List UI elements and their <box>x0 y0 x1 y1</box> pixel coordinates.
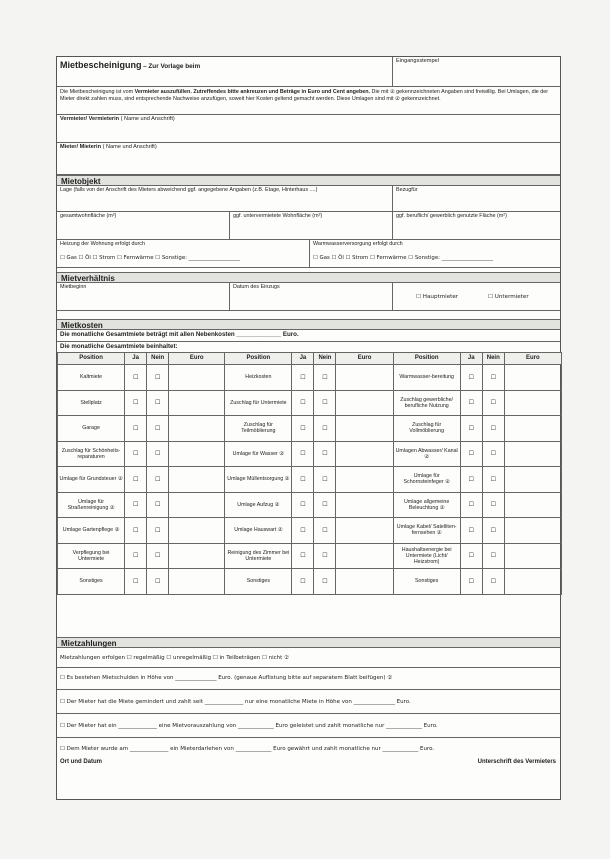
col-nein: Nein <box>147 353 169 365</box>
ja-checkbox[interactable]: ☐ <box>292 441 314 467</box>
total-rent-row[interactable] <box>57 330 560 342</box>
landlord-row[interactable] <box>57 115 560 143</box>
position-label: Zuschlag für Teilmöblierung <box>225 416 292 442</box>
tenant-row[interactable] <box>57 143 560 175</box>
total-rent-line[interactable]: Die monatliche Gesamtmiete beträgt mit allen Nebenkosten _____________ Euro. <box>60 331 299 338</box>
euro-amount-field[interactable] <box>336 441 393 467</box>
euro-amount-field[interactable] <box>169 569 225 595</box>
nein-checkbox[interactable]: ☐ <box>147 569 169 595</box>
nein-checkbox[interactable]: ☐ <box>482 390 504 416</box>
landlord-hint: ( Name und Anschrift) <box>120 116 175 122</box>
landlord-field[interactable] <box>57 115 560 142</box>
position-label: Zuschlag für Schönheits-reparaturen <box>58 441 125 467</box>
header-row <box>57 57 560 87</box>
euro-amount-field[interactable] <box>504 365 561 391</box>
intro-text: Die Mietbescheinigung ist vom Vermieter auszufüllen. Zutreffendes bitte ankreuzen und Beträge in Euro und Cent angeben. Die mit ② gekennzeichneten Angaben sind freiwillig. Bei Umlagen, die der Mieter direkt zahlen muss, sind entsprechende Nachweise anzufügen, soweit hier Kosten geltend gemacht werden. Diese Umlagen sind mit ② gekennzeichnet. <box>60 89 549 102</box>
nein-checkbox[interactable]: ☐ <box>482 441 504 467</box>
ja-checkbox[interactable]: ☐ <box>125 467 147 493</box>
table-row <box>58 441 562 467</box>
hotwater-options[interactable]: ☐ Gas ☐ Öl ☐ Strom ☐ Fernwärme ☐ Sonstige: ___________________ <box>313 254 493 261</box>
prepayment-line[interactable]: ☐ Der Mieter hat ein ______________ eine Mietvorauszahlung von _____________ Euro geleistet und zahlt monatliche nur _____________ Euro. <box>60 723 438 729</box>
position-label: Garage <box>58 416 125 442</box>
euro-amount-field[interactable] <box>169 543 225 569</box>
area-total-field[interactable]: gesamtwohnfläche (m²) <box>60 213 117 219</box>
ja-checkbox[interactable]: ☐ <box>125 390 147 416</box>
reduction-line[interactable]: ☐ Der Mieter hat die Miete gemindert und zahlt seit ______________ nur eine monatliche Miete in Höhe von _______________ Euro. <box>60 699 411 705</box>
euro-amount-field[interactable] <box>169 365 225 391</box>
payments-line[interactable]: Mietzahlungen erfolgen ☐ regelmäßig ☐ unregelmäßig ☐ in Teilbeträgen ☐ nicht ② <box>60 655 289 661</box>
tenant-label: Mieter/ Mieterin <box>60 144 102 150</box>
reduction-row[interactable] <box>57 690 560 714</box>
contains-line: Die monatliche Gesamtmiete beinhaltet: <box>60 343 178 350</box>
debt-line[interactable]: ☐ Es bestehen Mietschulden in Höhe von _______________ Euro. (genaue Auflistung bitte auf separatem Blatt beifügen) ② <box>60 675 393 681</box>
euro-amount-field[interactable] <box>336 365 393 391</box>
place-date-label: Ort und Datum <box>60 759 102 765</box>
ja-checkbox[interactable]: ☐ <box>292 467 314 493</box>
nein-checkbox[interactable]: ☐ <box>482 518 504 544</box>
area-row[interactable] <box>57 212 560 240</box>
euro-amount-field[interactable] <box>169 467 225 493</box>
heating-field[interactable]: Heizung der Wohnung erfolgt durch ☐ Gas ☐ Öl ☐ Strom ☐ Fernwärme ☐ Sonstige: ___________________ <box>57 240 309 267</box>
ja-checkbox[interactable]: ☐ <box>125 416 147 442</box>
position-label: Sonstiges <box>58 569 125 595</box>
position-label: Umlage für Straßenreinigung ② <box>58 492 125 518</box>
nein-checkbox[interactable]: ☐ <box>314 569 336 595</box>
position-label: Umlage allgemeine Beleuchtung ② <box>393 492 460 518</box>
debt-row[interactable] <box>57 668 560 690</box>
position-label: Umlage für Wasser ② <box>225 441 292 467</box>
position-label: Sonstiges <box>393 569 460 595</box>
location-field[interactable]: Lage (falls von der Anschrift des Mieters abweichend ggf. angegebene Angaben (z.B. Etage, Hinterhaus ....) <box>60 187 318 193</box>
nein-checkbox[interactable]: ☐ <box>314 441 336 467</box>
position-label: Umlage für Grundsteuer ② <box>58 467 125 493</box>
col-euro: Euro <box>504 353 561 365</box>
euro-amount-field[interactable] <box>504 543 561 569</box>
nein-checkbox[interactable]: ☐ <box>147 390 169 416</box>
form-title: Mietbescheinigung <box>60 60 142 70</box>
col-euro: Euro <box>336 353 393 365</box>
ja-checkbox[interactable]: ☐ <box>460 569 482 595</box>
nein-checkbox[interactable]: ☐ <box>482 365 504 391</box>
position-label: Stellplatz <box>58 390 125 416</box>
euro-amount-field[interactable] <box>336 492 393 518</box>
position-label: Heizkosten <box>225 365 292 391</box>
nein-checkbox[interactable]: ☐ <box>147 441 169 467</box>
ja-checkbox[interactable]: ☐ <box>460 365 482 391</box>
nein-checkbox[interactable]: ☐ <box>482 543 504 569</box>
euro-amount-field[interactable] <box>504 416 561 442</box>
ja-checkbox[interactable]: ☐ <box>125 518 147 544</box>
col-ja: Ja <box>125 353 147 365</box>
col-ja: Ja <box>460 353 482 365</box>
ja-checkbox[interactable]: ☐ <box>125 441 147 467</box>
nein-checkbox[interactable]: ☐ <box>147 467 169 493</box>
euro-amount-field[interactable] <box>336 390 393 416</box>
tenant-field[interactable] <box>57 143 560 174</box>
position-label: Warmwasser-bereitung <box>393 365 460 391</box>
euro-amount-field[interactable] <box>169 390 225 416</box>
stamp-label: Eingangsstempel <box>396 58 439 64</box>
table-body <box>58 365 562 595</box>
option-subtenant[interactable]: ☐ Untermieter <box>488 294 529 300</box>
landlord-label: Vermieter/ Vermieterin <box>60 116 120 122</box>
col-position: Position <box>58 353 125 365</box>
position-label: Umlage Aufzug ② <box>225 492 292 518</box>
position-label: Zuschlag für Vollmöblierung <box>393 416 460 442</box>
table-row <box>58 543 562 569</box>
payments-row[interactable] <box>57 648 560 668</box>
table-row <box>58 518 562 544</box>
rental-row[interactable] <box>57 283 560 311</box>
ja-checkbox[interactable]: ☐ <box>292 543 314 569</box>
section-mietverhaeltnis: Mietverhältnis <box>57 272 560 283</box>
contains-row <box>57 342 560 352</box>
ja-checkbox[interactable]: ☐ <box>460 543 482 569</box>
nein-checkbox[interactable]: ☐ <box>314 416 336 442</box>
table-row <box>58 390 562 416</box>
nein-checkbox[interactable]: ☐ <box>314 492 336 518</box>
euro-amount-field[interactable] <box>504 441 561 467</box>
nein-checkbox[interactable]: ☐ <box>314 543 336 569</box>
tenant-type-field <box>392 283 560 310</box>
nein-checkbox[interactable]: ☐ <box>482 569 504 595</box>
nein-checkbox[interactable]: ☐ <box>482 416 504 442</box>
area-business-field[interactable]: ggf. beruflich/ gewerblich genutzte Fläche (m²) <box>392 212 560 239</box>
table-header-row <box>58 353 562 365</box>
intro-row <box>57 87 560 115</box>
ja-checkbox[interactable]: ☐ <box>292 365 314 391</box>
nein-checkbox[interactable]: ☐ <box>482 467 504 493</box>
ja-checkbox[interactable]: ☐ <box>125 543 147 569</box>
ja-checkbox[interactable]: ☐ <box>125 365 147 391</box>
euro-amount-field[interactable] <box>336 467 393 493</box>
hotwater-field[interactable]: Warmwasserversorgung erfolgt durch ☐ Gas ☐ Öl ☐ Strom ☐ Fernwärme ☐ Sonstige: ___________________ <box>309 240 560 267</box>
euro-amount-field[interactable] <box>336 416 393 442</box>
euro-amount-field[interactable] <box>504 569 561 595</box>
euro-amount-field[interactable] <box>336 543 393 569</box>
euro-amount-field[interactable] <box>504 518 561 544</box>
tenant-hint: ( Name und Anschrift) <box>102 144 157 150</box>
col-nein: Nein <box>482 353 504 365</box>
ja-checkbox[interactable]: ☐ <box>292 569 314 595</box>
position-label: Zuschlag gewerbliche/ berufliche Nutzung <box>393 390 460 416</box>
table-row <box>58 467 562 493</box>
nein-checkbox[interactable]: ☐ <box>147 543 169 569</box>
location-row[interactable] <box>57 186 560 212</box>
section-mietkosten: Mietkosten <box>57 319 560 330</box>
col-euro: Euro <box>169 353 225 365</box>
euro-amount-field[interactable] <box>504 492 561 518</box>
title-cell <box>57 57 392 86</box>
position-label: Haushaltsenergie bei Untermiete (Licht/ Heizstrom) <box>393 543 460 569</box>
ja-checkbox[interactable]: ☐ <box>460 467 482 493</box>
ja-checkbox[interactable]: ☐ <box>292 492 314 518</box>
loan-line[interactable]: ☐ Dem Mieter wurde am ______________ ein Mieterdarlehen von _____________ Euro gewährt und zahlt monatliche nur _____________ Euro. <box>60 746 435 752</box>
section-mietobjekt: Mietobjekt <box>57 175 560 186</box>
stamp-cell <box>392 57 560 86</box>
table-row <box>58 365 562 391</box>
heating-row[interactable] <box>57 240 560 268</box>
form-subtitle: – Zur Vorlage beim <box>143 63 201 70</box>
euro-amount-field[interactable] <box>169 518 225 544</box>
prepayment-row[interactable] <box>57 714 560 738</box>
ja-checkbox[interactable]: ☐ <box>292 518 314 544</box>
euro-amount-field[interactable] <box>169 416 225 442</box>
table-row <box>58 569 562 595</box>
ja-checkbox[interactable]: ☐ <box>460 441 482 467</box>
position-label: Zuschlag für Untermiete <box>225 390 292 416</box>
euro-amount-field[interactable] <box>169 441 225 467</box>
position-label: Verpflegung bei Untermiete <box>58 543 125 569</box>
col-position: Position <box>225 353 292 365</box>
col-nein: Nein <box>314 353 336 365</box>
section-mietzahlungen: Mietzahlungen <box>57 637 560 648</box>
nein-checkbox[interactable]: ☐ <box>482 492 504 518</box>
nein-checkbox[interactable]: ☐ <box>314 390 336 416</box>
position-label: Sonstiges <box>225 569 292 595</box>
ja-checkbox[interactable]: ☐ <box>460 518 482 544</box>
ja-checkbox[interactable]: ☐ <box>125 492 147 518</box>
option-main-tenant[interactable]: ☐ Hauptmieter <box>416 294 459 300</box>
euro-amount-field[interactable] <box>336 518 393 544</box>
ja-checkbox[interactable]: ☐ <box>292 416 314 442</box>
since-field[interactable]: Bezugfür <box>392 186 560 211</box>
position-label: Umlage für Schornsteinfeger ② <box>393 467 460 493</box>
area-sublet-field[interactable]: ggf. untervermietete Wohnfläche (m²) <box>229 212 392 239</box>
ja-checkbox[interactable]: ☐ <box>460 492 482 518</box>
position-label: Umlage Gartenpflege ② <box>58 518 125 544</box>
signature-label: Unterschrift des Vermieters <box>477 759 556 765</box>
euro-amount-field[interactable] <box>336 569 393 595</box>
euro-amount-field[interactable] <box>504 390 561 416</box>
nein-checkbox[interactable]: ☐ <box>314 365 336 391</box>
nein-checkbox[interactable]: ☐ <box>147 518 169 544</box>
rent-certificate-form <box>56 56 561 800</box>
start-field[interactable]: Mietbeginn <box>60 284 87 290</box>
position-label: Umlage Hauswart ② <box>225 518 292 544</box>
table-row <box>58 416 562 442</box>
ja-checkbox[interactable]: ☐ <box>125 569 147 595</box>
ja-checkbox[interactable]: ☐ <box>460 416 482 442</box>
euro-amount-field[interactable] <box>169 492 225 518</box>
loan-row[interactable] <box>57 738 560 758</box>
col-ja: Ja <box>292 353 314 365</box>
nein-checkbox[interactable]: ☐ <box>147 492 169 518</box>
ja-checkbox[interactable]: ☐ <box>460 390 482 416</box>
position-label: Reinigung des Zimmer bei Untermiete <box>225 543 292 569</box>
nein-checkbox[interactable]: ☐ <box>314 518 336 544</box>
position-label: Umlage Müllentsorgung ② <box>225 467 292 493</box>
position-label: Kaltmiete <box>58 365 125 391</box>
col-position: Position <box>393 353 460 365</box>
euro-amount-field[interactable] <box>504 467 561 493</box>
position-label: Umlagen Abwasser/ Kanal ② <box>393 441 460 467</box>
cost-positions-table <box>57 352 562 595</box>
table-row <box>58 492 562 518</box>
position-label: Umlage Kabel/ Satelliten-fernsehen ② <box>393 518 460 544</box>
nein-checkbox[interactable]: ☐ <box>314 467 336 493</box>
ja-checkbox[interactable]: ☐ <box>292 390 314 416</box>
nein-checkbox[interactable]: ☐ <box>147 365 169 391</box>
move-in-field[interactable]: Datum des Einzugs <box>229 283 392 310</box>
nein-checkbox[interactable]: ☐ <box>147 416 169 442</box>
heating-options[interactable]: ☐ Gas ☐ Öl ☐ Strom ☐ Fernwärme ☐ Sonstige: ___________________ <box>60 254 240 261</box>
